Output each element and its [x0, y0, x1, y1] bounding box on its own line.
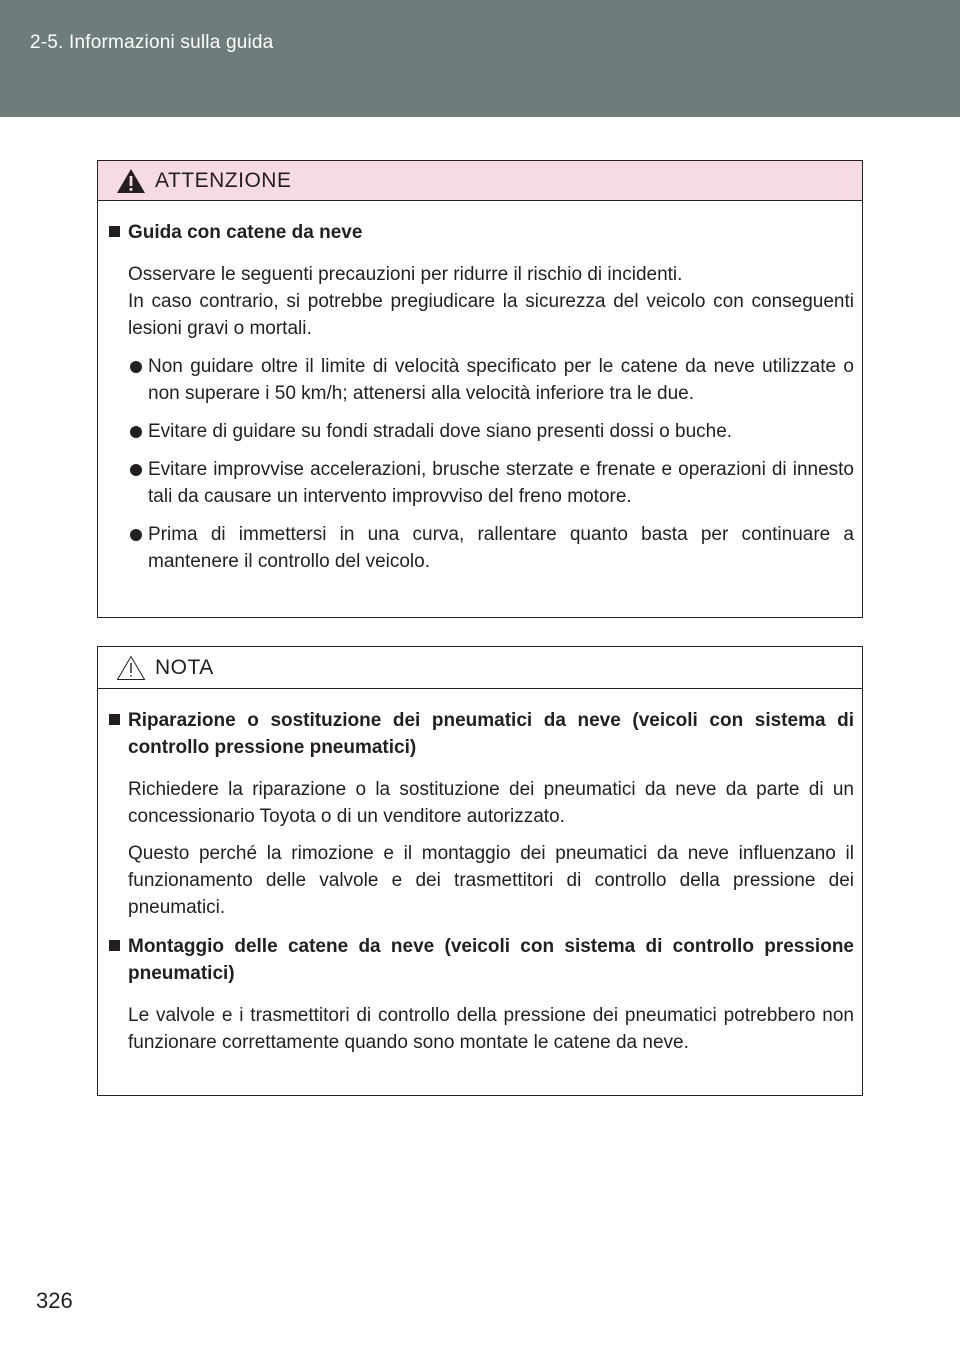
- page-header: [0, 0, 960, 117]
- note-paragraph: Richiedere la riparazione o la sostituzione dei pneumatici da neve da parte di un concessionario Toyota o di un venditore autorizzato.: [128, 779, 854, 827]
- page-number: 326: [36, 1288, 73, 1313]
- note-paragraph: Questo perché la rimozione e il montaggio dei pneumatici da neve influenzano il funzionamento delle valvole e dei trasmettitori di controllo della pressione dei pneumatici.: [128, 843, 854, 918]
- square-bullet-icon: [109, 940, 120, 951]
- section-title: 2-5. Informazioni sulla guida: [30, 32, 274, 53]
- warning-item-title: Guida con catene da neve: [106, 219, 854, 246]
- round-bullet-icon: [130, 464, 142, 476]
- square-bullet-icon: [109, 226, 120, 237]
- warning-triangle-icon: [116, 168, 146, 194]
- note-label: NOTA: [155, 655, 214, 679]
- warning-bullet: Non guidare oltre il limite di velocità specificato per le catene da neve utilizzate o non superare i 50 km/h; attenersi alla velocità inferiore tra le due.: [106, 353, 854, 407]
- round-bullet-icon: [130, 361, 142, 373]
- round-bullet-icon: [130, 529, 142, 541]
- note-item-title: Riparazione o sostituzione dei pneumatici da neve (veicoli con sistema di controllo pressione pneumatici): [106, 707, 854, 761]
- warning-bullet: Evitare improvvise accelerazioni, brusche sterzate e frenate e operazioni di innesto tali da causare un intervento improvviso del freno motore.: [106, 456, 854, 510]
- warning-intro-2: In caso contrario, si potrebbe pregiudicare la sicurezza del veicolo con conseguenti lesioni gravi o mortali.: [128, 291, 854, 339]
- note-header: [98, 647, 862, 689]
- warning-label: ATTENZIONE: [155, 168, 292, 192]
- warning-bullet: Evitare di guidare su fondi stradali dove siano presenti dossi o buche.: [106, 418, 854, 445]
- warning-intro-1: Osservare le seguenti precauzioni per ridurre il rischio di incidenti.: [128, 264, 683, 285]
- round-bullet-icon: [130, 426, 142, 438]
- warning-bullet: Prima di immettersi in una curva, rallentare quanto basta per continuare a mantenere il controllo del veicolo.: [106, 521, 854, 575]
- note-paragraph: Le valvole e i trasmettitori di controllo della pressione dei pneumatici potrebbero non funzionare correttamente quando sono montate le catene da neve.: [128, 1005, 854, 1053]
- warning-box: [97, 160, 863, 618]
- square-bullet-icon: [109, 714, 120, 725]
- note-item-title: Montaggio delle catene da neve (veicoli con sistema di controllo pressione pneumatici): [106, 933, 854, 987]
- caution-triangle-outline-icon: [116, 655, 146, 681]
- warning-header: [98, 161, 862, 201]
- note-box: [97, 646, 863, 1096]
